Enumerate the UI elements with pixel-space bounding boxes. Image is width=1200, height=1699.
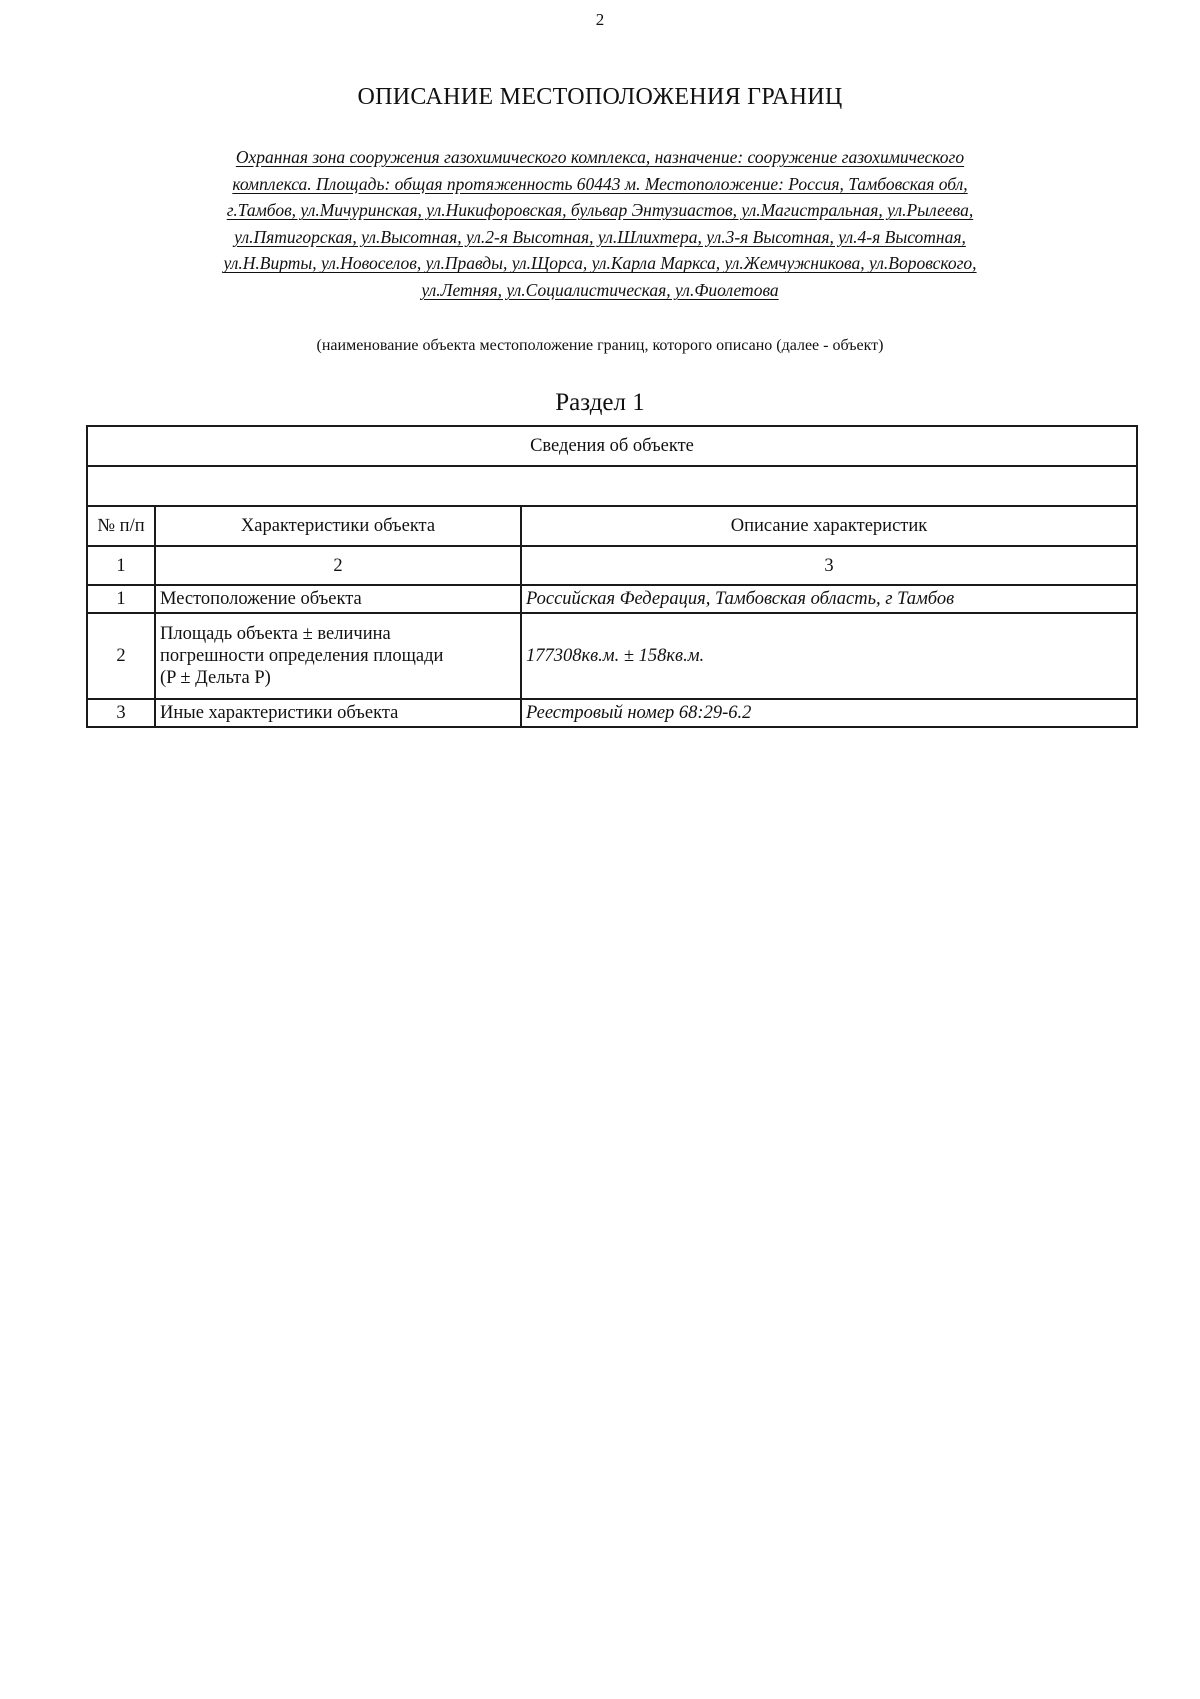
section-title: Раздел 1 [555, 389, 645, 416]
column-header-number: № п/п [87, 506, 155, 546]
row-number: 2 [87, 613, 155, 699]
table-blank-row [87, 466, 1137, 506]
row-characteristic: Иные характеристики объекта [155, 699, 521, 727]
table-header-row [87, 506, 1137, 546]
table-row [87, 699, 1137, 727]
row-characteristic: Местоположение объекта [155, 585, 521, 613]
column-number: 3 [521, 546, 1137, 585]
table-row [87, 613, 1137, 699]
object-name-line: ул.Пятигорская, ул.Высотная, ул.2-я Высотная, ул.Шлихтера, ул.3-я Высотная, ул.4-я Высотная, [234, 226, 966, 247]
page-number: 2 [595, 10, 605, 29]
object-name [100, 144, 1100, 304]
column-number: 2 [155, 546, 521, 585]
object-name-line: комплекса. Площадь: общая протяженность 60443 м. Местоположение: Россия, Тамбовская обл, [232, 173, 968, 194]
object-name-line: ул.Летняя, ул.Социалистическая, ул.Фиолетова [421, 279, 779, 300]
document-title: ОПИСАНИЕ МЕСТОПОЛОЖЕНИЯ ГРАНИЦ [357, 84, 843, 110]
column-number: 1 [87, 546, 155, 585]
row-description: Российская Федерация, Тамбовская область, г Тамбов [521, 585, 1137, 613]
object-caption: (наименование объекта местоположение границ, которого описано (далее - объект) [316, 337, 884, 354]
characteristic-line: (P ± Дельта P) [160, 668, 271, 688]
row-description: 177308кв.м. ± 158кв.м. [521, 613, 1137, 699]
row-description: Реестровый номер 68:29-6.2 [521, 699, 1137, 727]
table-heading: Сведения об объекте [87, 426, 1137, 466]
object-name-line: г.Тамбов, ул.Мичуринская, ул.Никифоровская, бульвар Энтузиастов, ул.Магистральная, ул.Рылеева, [226, 200, 974, 221]
object-name-line: ул.Н.Вирты, ул.Новоселов, ул.Правды, ул.Щорса, ул.Карла Маркса, ул.Жемчужникова, ул.Воровского, [223, 253, 977, 274]
table-column-numbers-row [87, 546, 1137, 585]
row-number: 3 [87, 699, 155, 727]
table-row [87, 585, 1137, 613]
row-number: 1 [87, 585, 155, 613]
table-heading-row [87, 426, 1137, 466]
column-header-characteristic: Характеристики объекта [155, 506, 521, 546]
row-characteristic [155, 613, 521, 699]
characteristic-line: Площадь объекта ± величина [160, 624, 391, 644]
object-name-line: Охранная зона сооружения газохимического комплекса, назначение: сооружение газохимического [235, 147, 965, 167]
characteristic-line: погрешности определения площади [160, 646, 444, 666]
table-subheading [87, 466, 1137, 506]
column-header-description: Описание характеристик [521, 506, 1137, 546]
object-info-table [86, 425, 1138, 728]
